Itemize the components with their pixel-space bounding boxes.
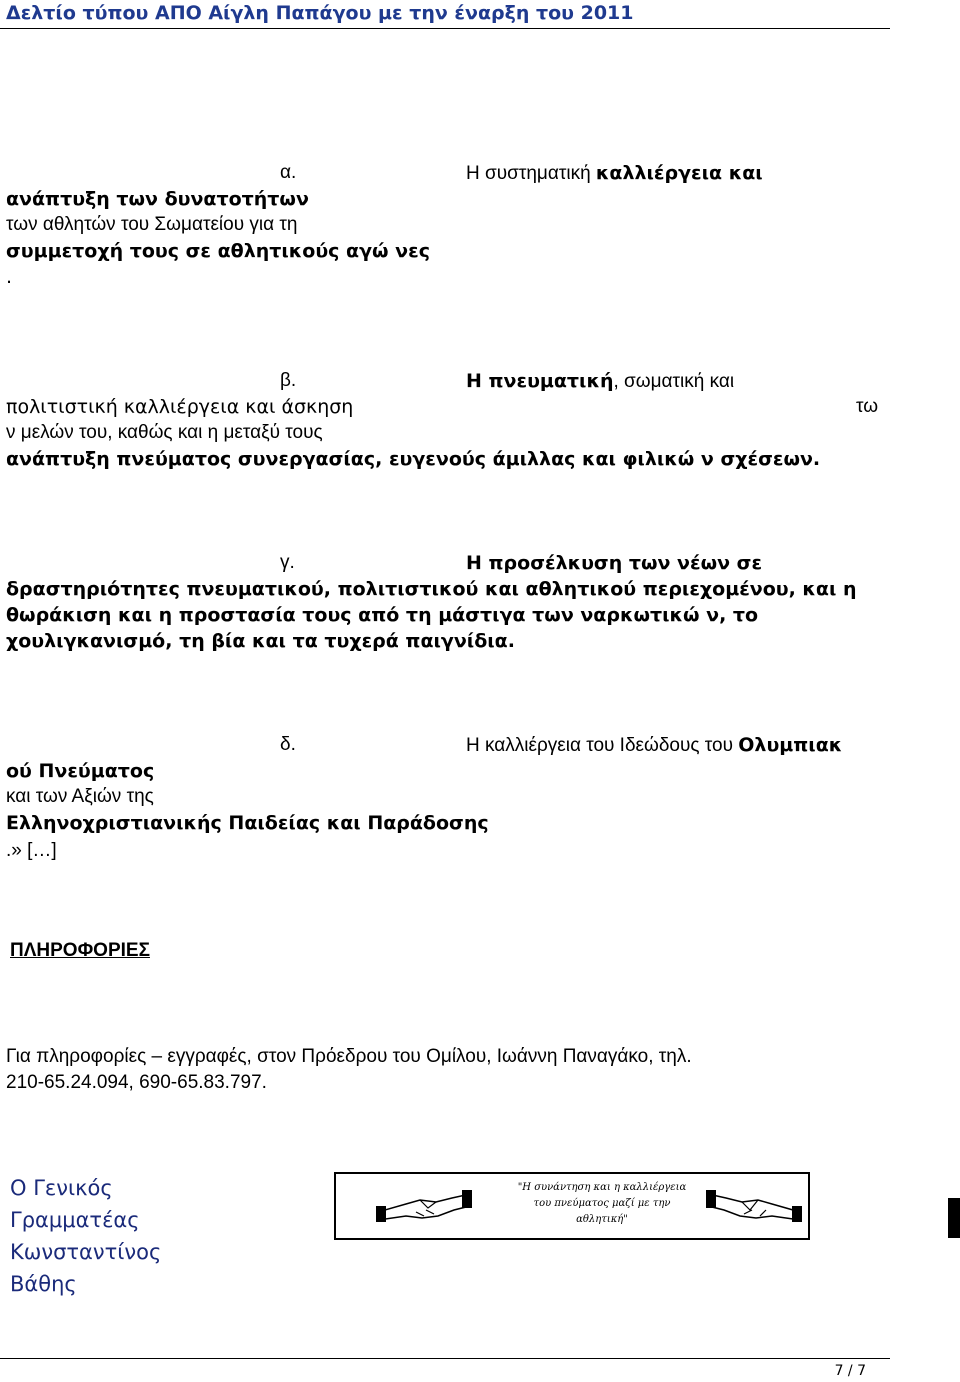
signature-title: Ο Γενικός Γραμματέας xyxy=(10,1176,140,1232)
section-b-marker: β. xyxy=(280,370,297,391)
banner-motto-line-2: του πνεύματος μαζί με την αθλητική" xyxy=(533,1198,671,1225)
section-d-line-4: Ελληνοχριστιανικής Παιδείας και Παράδοσης xyxy=(6,812,489,834)
section-a-line-1 xyxy=(466,160,763,187)
section-c-line-3: θωράκιση και η προστασία τους από τη μάστιγα των ναρκωτικώ ν, το xyxy=(6,604,759,626)
info-line-2: 210-65.24.094, 690-65.83.797. xyxy=(6,1072,267,1093)
section-d-line-3: και των Αξιών της xyxy=(6,786,154,807)
section-b-line-2: πολιτιστική καλλιέργεια και άσκηση xyxy=(6,396,354,418)
section-c-line-4: χουλιγκανισμό, τη βία και τα τυχερά παιγνίδια. xyxy=(6,630,515,652)
handshake-banner xyxy=(334,1172,810,1240)
signature-block xyxy=(10,1172,232,1296)
section-a-line-5: . xyxy=(6,266,13,288)
info-heading: ΠΛΗΡΟΦΟΡΙΕΣ xyxy=(10,940,150,961)
section-d-marker: δ. xyxy=(280,734,296,755)
page-number: 7 / 7 xyxy=(834,1363,866,1379)
section-d-line-1-bold: Ολυμπιακ xyxy=(738,734,843,756)
section-d-line-2: ού Πνεύματος xyxy=(6,760,155,782)
banner-motto xyxy=(512,1180,692,1228)
section-b-line-1-bold: Η πνευματική xyxy=(466,370,614,392)
signature-name: Κωνσταντίνος Βάθης xyxy=(10,1240,162,1296)
handshake-icon xyxy=(376,1186,472,1226)
handshake-icon xyxy=(706,1186,802,1226)
section-c-line-1: Η προσέλκυση των νέων σε xyxy=(466,552,763,574)
page-title: Δελτίο τύπου ΑΠΟ Αίγλη Παπάγου με την έναρξη του 2011 xyxy=(6,2,634,24)
section-b-line-3: ν μελών του, καθώς και η μεταξύ τους xyxy=(6,422,323,443)
section-b-line-1 xyxy=(466,368,734,395)
section-a-marker: α. xyxy=(280,162,297,183)
edge-mark xyxy=(948,1198,960,1238)
section-a-line-4: συμμετοχή τους σε αθλητικούς αγώ νες xyxy=(6,240,430,262)
section-b-line-1-normal: , σωματική και xyxy=(613,371,735,392)
section-b-line-2-right: τω xyxy=(856,396,879,417)
info-line-1: Για πληροφορίες – εγγραφές, στον Πρόεδρου του Ομίλου, Ιωάννη Παναγάκο, τηλ. xyxy=(6,1046,692,1067)
section-a-line-3: των αθλητών του Σωματείου για τη xyxy=(6,214,298,235)
section-a-line-2: ανάπτυξη των δυνατοτήτων xyxy=(6,188,309,210)
section-a-line-1-bold: καλλιέργεια και xyxy=(595,162,763,184)
section-d-line-1-normal: Η καλλιέργεια του Ιδεώδους του xyxy=(466,735,739,756)
footer-divider xyxy=(0,1358,890,1359)
header-divider xyxy=(0,28,890,29)
section-c-marker: γ. xyxy=(280,552,295,573)
section-d-line-1 xyxy=(466,732,842,759)
section-b-line-4: ανάπτυξη πνεύματος συνεργασίας, ευγενούς άμιλλας και φιλικώ ν σχέσεων. xyxy=(6,448,821,470)
section-d-line-5: .» […] xyxy=(6,840,57,861)
banner-motto-line-1: "Η συνάντηση και η καλλιέργεια xyxy=(517,1182,687,1193)
section-c-line-2: δραστηριότητες πνευματικού, πολιτιστικού και αθλητικού περιεχομένου, και η xyxy=(6,578,857,600)
section-a-line-1-normal: Η συστηματική xyxy=(466,163,596,184)
